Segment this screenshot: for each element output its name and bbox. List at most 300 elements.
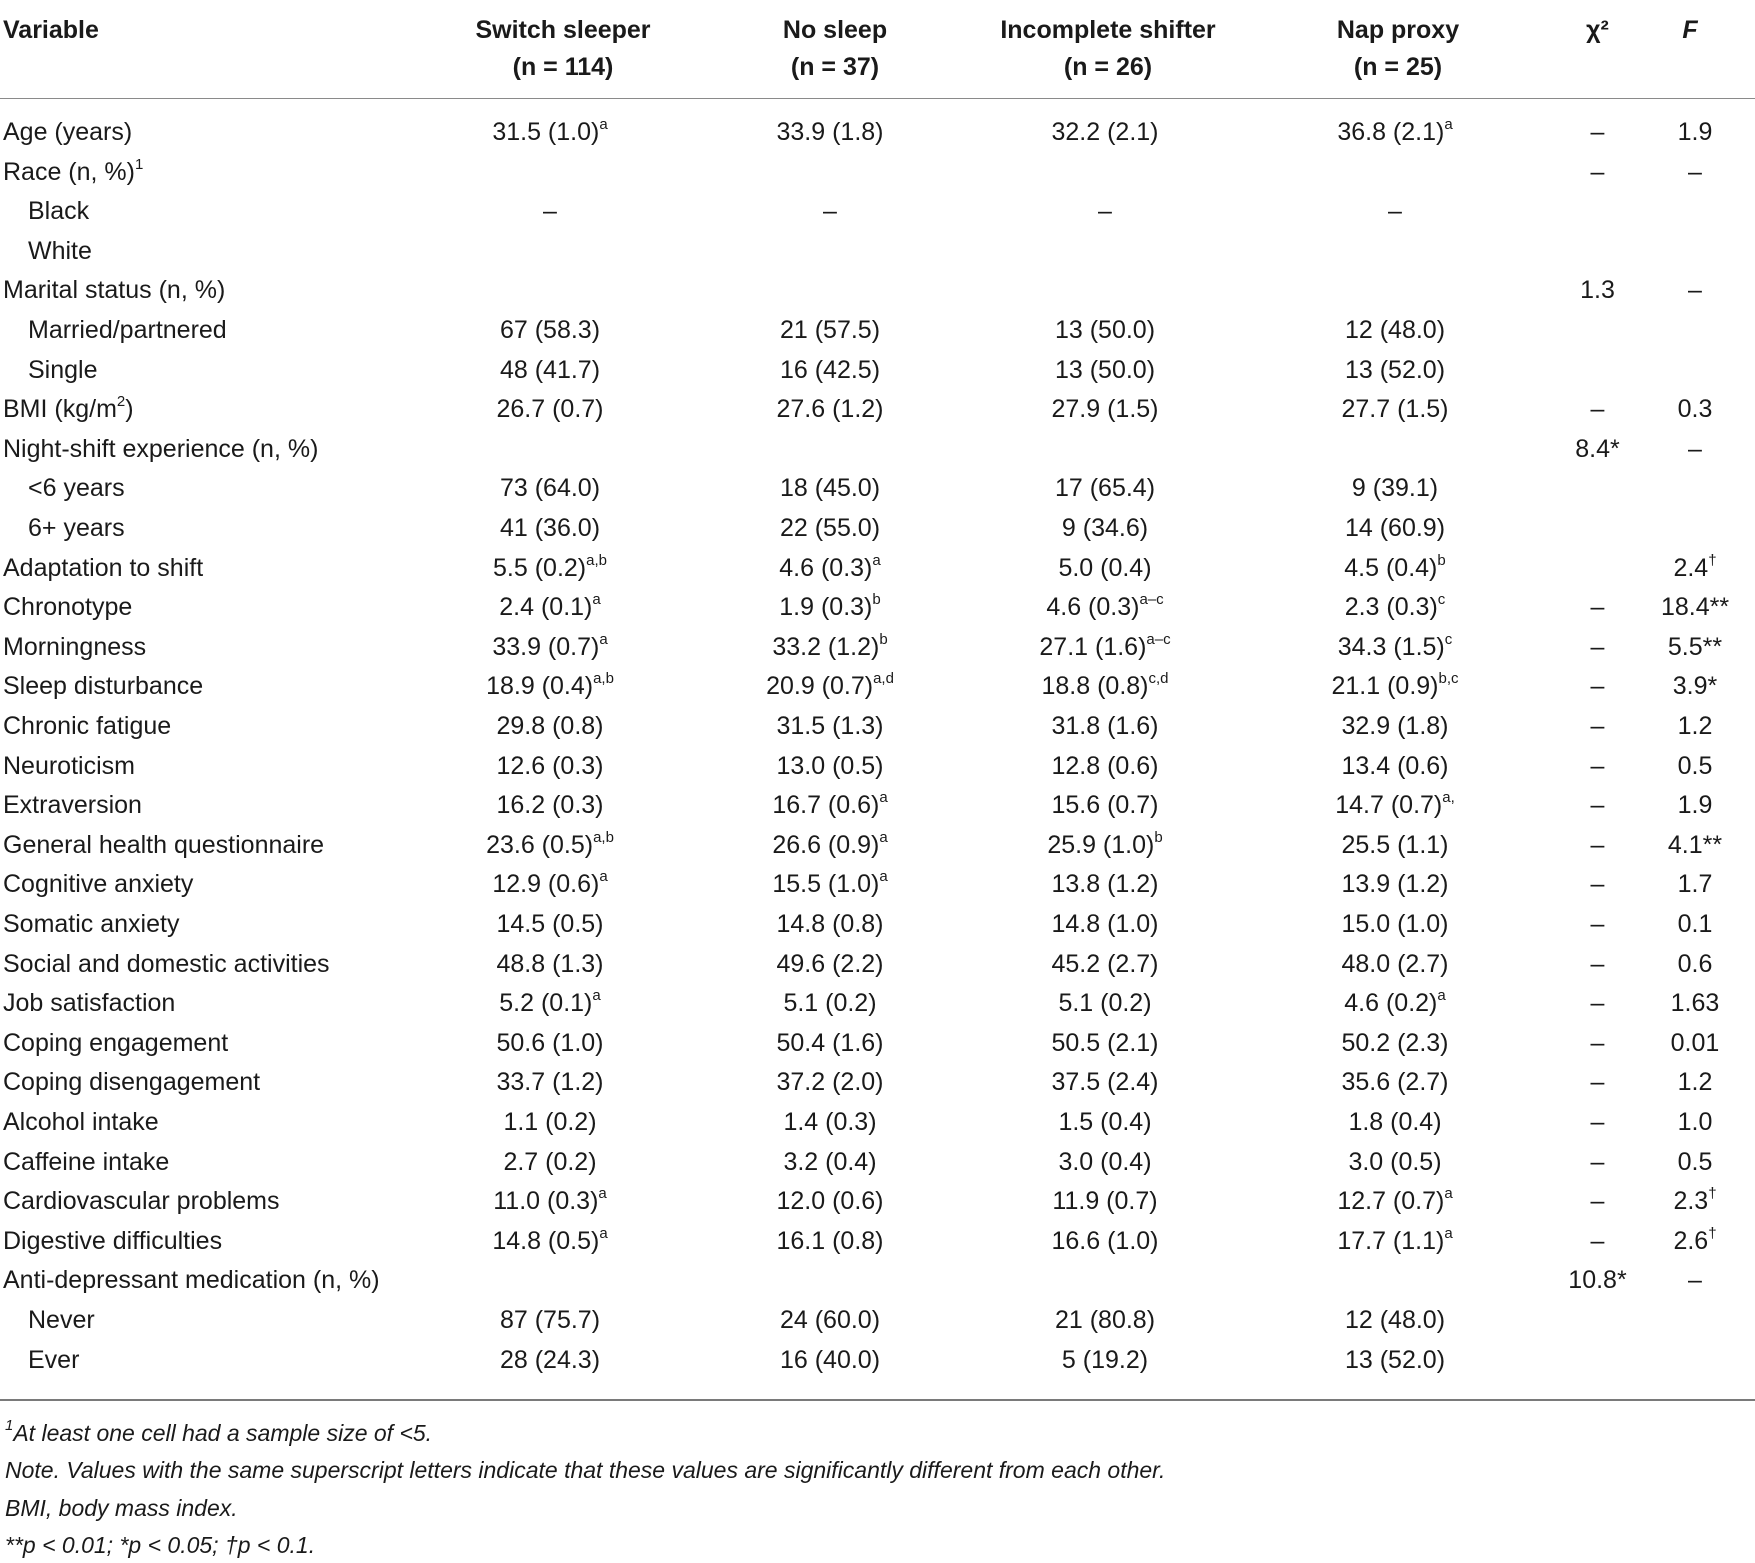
row-label-text: Marital status (n, %) [3, 276, 226, 305]
cell-no-sleep [680, 1181, 980, 1221]
cell-switch-sleeper [400, 1062, 700, 1102]
row-label-text: Alcohol intake [3, 1108, 159, 1136]
cell-switch-sleeper [400, 706, 700, 746]
table-row [0, 706, 1755, 746]
cell-nap-proxy [1245, 231, 1545, 271]
footnote [5, 1530, 315, 1560]
row-label [28, 1300, 95, 1340]
cell-switch-sleeper [400, 112, 700, 152]
cell-incomplete-shifter-superscript: c,d [1148, 670, 1169, 688]
row-label [3, 627, 146, 667]
cell-chi-square [1550, 1102, 1645, 1142]
cell-no-sleep-value: 16.7 (0.6) [772, 791, 880, 820]
cell-f [1655, 1023, 1735, 1063]
table-row [0, 864, 1755, 904]
cell-switch-sleeper [400, 468, 700, 508]
cell-no-sleep [680, 191, 980, 231]
row-label-text: General health questionnaire [3, 830, 325, 859]
table-row [0, 904, 1755, 944]
cell-switch-sleeper [400, 864, 700, 904]
cell-no-sleep-value: 12.0 (0.6) [776, 1187, 884, 1216]
cell-chi-square [1550, 666, 1645, 706]
row-label [3, 152, 143, 192]
cell-no-sleep-superscript: a,d [873, 670, 894, 688]
cell-nap-proxy-value: 1.8 (0.4) [1348, 1108, 1442, 1136]
cell-no-sleep [680, 350, 980, 390]
cell-incomplete-shifter [955, 112, 1255, 152]
cell-switch-sleeper-value: 18.9 (0.4) [486, 672, 594, 701]
cell-chi-square [1550, 429, 1645, 469]
cell-nap-proxy-superscript: a [1444, 116, 1453, 133]
cell-f-value: 0.6 [1677, 949, 1713, 978]
row-label-text: Adaptation to shift [3, 553, 204, 582]
cell-chi-square-value: – [1590, 751, 1605, 780]
cell-chi-square [1550, 825, 1645, 865]
row-label [3, 825, 324, 865]
row-label [3, 112, 132, 152]
cell-no-sleep-value: 33.2 (1.2) [772, 632, 880, 661]
cell-f-value: 1.2 [1677, 712, 1713, 740]
cell-incomplete-shifter [955, 231, 1255, 271]
cell-chi-square [1550, 904, 1645, 944]
cell-incomplete-shifter [955, 1221, 1255, 1261]
cell-incomplete-shifter [955, 468, 1255, 508]
header-nap-proxy [1248, 12, 1548, 86]
cell-switch-sleeper [400, 746, 700, 786]
cell-f [1655, 310, 1735, 350]
cell-f [1655, 746, 1735, 786]
cell-switch-sleeper-value: 29.8 (0.8) [496, 712, 604, 740]
cell-switch-sleeper [400, 1142, 700, 1182]
cell-f [1655, 1221, 1735, 1261]
cell-switch-sleeper-value: 12.6 (0.3) [496, 751, 604, 780]
cell-incomplete-shifter-value: 4.6 (0.3) [1046, 593, 1140, 622]
cell-no-sleep-value: 31.5 (1.3) [776, 712, 884, 740]
cell-nap-proxy [1245, 191, 1545, 231]
cell-nap-proxy-value: 27.7 (1.5) [1341, 395, 1449, 424]
cell-no-sleep-superscript: b [872, 591, 881, 609]
header-incomplete-shifter-n: (n = 26) [1063, 53, 1153, 81]
cell-incomplete-shifter-value: 5 (19.2) [1061, 1345, 1149, 1374]
cell-nap-proxy-superscript: a [1444, 1224, 1453, 1242]
row-label-superscript: 2 [116, 393, 126, 411]
cell-nap-proxy-superscript: b,c [1438, 670, 1459, 688]
row-label [3, 706, 171, 746]
cell-chi-square [1550, 1142, 1645, 1182]
cell-f-superscript: † [1708, 1185, 1717, 1203]
cell-incomplete-shifter-value: – [1098, 197, 1112, 226]
cell-chi-square [1550, 864, 1645, 904]
cell-chi-square [1550, 785, 1645, 825]
cell-nap-proxy [1245, 1062, 1545, 1102]
cell-f-value: – [1688, 157, 1702, 186]
cell-f [1655, 1142, 1735, 1182]
cell-no-sleep [680, 112, 980, 152]
cell-chi-square-value: – [1590, 910, 1605, 938]
row-label-text: Coping disengagement [3, 1068, 261, 1097]
cell-switch-sleeper-superscript: a [598, 1185, 607, 1203]
cell-no-sleep [680, 666, 980, 706]
cell-incomplete-shifter-value: 50.5 (2.1) [1051, 1028, 1159, 1057]
cell-switch-sleeper-superscript: a [599, 1224, 608, 1242]
cell-nap-proxy-value: 21.1 (0.9) [1331, 672, 1439, 701]
cell-switch-sleeper [400, 191, 700, 231]
cell-chi-square-value: – [1590, 632, 1605, 661]
cell-f [1655, 270, 1735, 310]
cell-no-sleep [680, 548, 980, 588]
cell-nap-proxy [1245, 1340, 1545, 1380]
row-label-text: Age (years) [3, 118, 133, 146]
row-label [3, 904, 179, 944]
row-label-text: Neuroticism [3, 751, 135, 780]
cell-f-superscript: † [1708, 1224, 1717, 1242]
cell-switch-sleeper [400, 983, 700, 1023]
cell-incomplete-shifter-superscript: a–c [1139, 591, 1164, 609]
cell-f [1655, 627, 1735, 667]
cell-chi-square [1550, 627, 1645, 667]
cell-switch-sleeper-superscript: a,b [593, 670, 614, 688]
row-label [3, 270, 225, 310]
cell-incomplete-shifter [955, 746, 1255, 786]
row-label-suffix: ) [125, 395, 134, 424]
row-label-text: Coping engagement [3, 1028, 229, 1057]
cell-incomplete-shifter-value: 5.1 (0.2) [1058, 989, 1152, 1018]
cell-incomplete-shifter [955, 706, 1255, 746]
cell-f-value: 0.3 [1677, 395, 1713, 424]
cell-incomplete-shifter [955, 1260, 1255, 1300]
row-label-text: Anti-depressant medication (n, %) [3, 1266, 380, 1295]
cell-no-sleep [680, 508, 980, 548]
cell-no-sleep-value: 3.2 (0.4) [783, 1147, 877, 1176]
cell-incomplete-shifter-value: 37.5 (2.4) [1051, 1068, 1159, 1097]
cell-f-value: 1.2 [1677, 1068, 1713, 1097]
cell-no-sleep-value: 4.6 (0.3) [779, 553, 873, 582]
table-row [0, 1062, 1755, 1102]
cell-chi-square-value: – [1590, 395, 1605, 424]
cell-nap-proxy-value: 35.6 (2.7) [1341, 1068, 1449, 1097]
cell-chi-square-value: – [1590, 712, 1605, 740]
cell-chi-square-value: – [1590, 1147, 1605, 1176]
cell-incomplete-shifter-value: 13.8 (1.2) [1051, 870, 1159, 899]
cell-switch-sleeper [400, 508, 700, 548]
cell-no-sleep-value: 20.9 (0.7) [766, 672, 874, 701]
table-row [0, 1102, 1755, 1142]
cell-chi-square [1550, 1062, 1645, 1102]
row-label [28, 1340, 79, 1380]
table-row [0, 944, 1755, 984]
cell-nap-proxy-value: 34.3 (1.5) [1337, 632, 1445, 661]
cell-switch-sleeper-superscript: a [599, 630, 608, 648]
table-row [0, 825, 1755, 865]
cell-chi-square [1550, 389, 1645, 429]
table-row [0, 587, 1755, 627]
cell-f-value: 5.5** [1667, 632, 1723, 661]
cell-f-superscript: † [1708, 551, 1717, 569]
cell-incomplete-shifter-value: 31.8 (1.6) [1051, 712, 1159, 740]
cell-f [1655, 666, 1735, 706]
cell-incomplete-shifter-value: 17 (65.4) [1054, 474, 1156, 503]
cell-switch-sleeper-value: 1.1 (0.2) [503, 1108, 597, 1136]
cell-switch-sleeper [400, 152, 700, 192]
cell-no-sleep [680, 1062, 980, 1102]
cell-incomplete-shifter [955, 1340, 1255, 1380]
cell-no-sleep [680, 587, 980, 627]
cell-f-value: 1.9 [1677, 791, 1713, 820]
footnote-text: At least one cell had a sample size of <5. [13, 1420, 433, 1446]
row-label-text: Job satisfaction [3, 989, 176, 1018]
cell-no-sleep-superscript: a [872, 551, 881, 569]
header-switch-sleeper-n: (n = 114) [512, 53, 614, 81]
cell-incomplete-shifter-value: 27.1 (1.6) [1039, 632, 1147, 661]
cell-f-value: 1.7 [1677, 870, 1713, 899]
table-row [0, 231, 1755, 271]
table-row [0, 112, 1755, 152]
table-row [0, 1023, 1755, 1063]
header-chi-square [1550, 12, 1645, 49]
row-label-text: Never [28, 1306, 95, 1334]
cell-switch-sleeper-value: 2.4 (0.1) [499, 593, 593, 622]
row-label-text: Chronotype [3, 593, 133, 622]
cell-no-sleep [680, 983, 980, 1023]
row-label-text: Cognitive anxiety [3, 870, 194, 899]
row-label [3, 983, 175, 1023]
cell-nap-proxy-superscript: c [1444, 630, 1453, 648]
cell-nap-proxy-value: 14 (60.9) [1344, 514, 1446, 542]
table-row [0, 1300, 1755, 1340]
cell-nap-proxy-value: 4.5 (0.4) [1344, 553, 1438, 582]
row-label-text: <6 years [28, 474, 125, 503]
table-row [0, 1142, 1755, 1182]
cell-chi-square [1550, 548, 1645, 588]
cell-nap-proxy-value: 12 (48.0) [1344, 1306, 1446, 1334]
cell-nap-proxy-value: 50.2 (2.3) [1341, 1028, 1449, 1057]
cell-switch-sleeper [400, 270, 700, 310]
cell-f [1655, 1340, 1735, 1380]
cell-switch-sleeper [400, 1260, 700, 1300]
cell-incomplete-shifter-value: 13 (50.0) [1054, 316, 1156, 344]
row-label [28, 191, 89, 231]
table-row [0, 1181, 1755, 1221]
cell-chi-square [1550, 468, 1645, 508]
row-label [3, 944, 330, 984]
cell-switch-sleeper [400, 350, 700, 390]
cell-chi-square [1550, 1300, 1645, 1340]
cell-f-value: 4.1** [1667, 830, 1723, 859]
cell-nap-proxy [1245, 587, 1545, 627]
cell-chi-square-value: – [1590, 1108, 1605, 1136]
cell-switch-sleeper [400, 825, 700, 865]
cell-incomplete-shifter [955, 1142, 1255, 1182]
cell-nap-proxy [1245, 785, 1545, 825]
cell-incomplete-shifter [955, 864, 1255, 904]
cell-switch-sleeper-value: 23.6 (0.5) [486, 830, 594, 859]
cell-switch-sleeper [400, 231, 700, 271]
row-label-text: Morningness [3, 632, 147, 661]
cell-nap-proxy-superscript: a [1437, 987, 1446, 1005]
cell-chi-square-value: – [1590, 1187, 1605, 1216]
cell-nap-proxy-value: 13.9 (1.2) [1341, 870, 1449, 899]
table-row [0, 468, 1755, 508]
row-label-text: Night-shift experience (n, %) [3, 434, 319, 463]
cell-switch-sleeper-value: 5.5 (0.2) [493, 553, 587, 582]
row-label-text: Chronic fatigue [3, 712, 172, 740]
cell-nap-proxy-value: 4.6 (0.2) [1344, 989, 1438, 1018]
row-label [3, 1260, 380, 1300]
table-row [0, 270, 1755, 310]
cell-switch-sleeper [400, 1300, 700, 1340]
cell-no-sleep-value: 22 (55.0) [779, 514, 881, 542]
cell-incomplete-shifter [955, 587, 1255, 627]
cell-chi-square [1550, 508, 1645, 548]
cell-no-sleep-value: 24 (60.0) [779, 1306, 881, 1334]
row-label [3, 389, 134, 429]
cell-no-sleep [680, 627, 980, 667]
cell-incomplete-shifter [955, 785, 1255, 825]
row-label-text: Black [28, 197, 90, 226]
cell-nap-proxy-value: 48.0 (2.7) [1341, 949, 1449, 978]
cell-incomplete-shifter [955, 270, 1255, 310]
cell-incomplete-shifter [955, 825, 1255, 865]
cell-switch-sleeper-value: 87 (75.7) [499, 1306, 601, 1334]
cell-no-sleep [680, 429, 980, 469]
cell-f [1655, 904, 1735, 944]
cell-chi-square [1550, 1221, 1645, 1261]
cell-incomplete-shifter [955, 1300, 1255, 1340]
cell-f [1655, 1102, 1735, 1142]
cell-no-sleep-value: 37.2 (2.0) [776, 1068, 884, 1097]
cell-f [1655, 587, 1735, 627]
cell-nap-proxy [1245, 1260, 1545, 1300]
row-label [3, 587, 132, 627]
cell-f [1655, 1181, 1735, 1221]
cell-incomplete-shifter [955, 350, 1255, 390]
row-label [3, 785, 142, 825]
cell-chi-square [1550, 112, 1645, 152]
cell-no-sleep-value: 16 (40.0) [779, 1345, 881, 1374]
table-row [0, 1221, 1755, 1261]
cell-no-sleep-value: 14.8 (0.8) [776, 910, 884, 938]
cell-incomplete-shifter [955, 944, 1255, 984]
cell-no-sleep-superscript: a [879, 828, 888, 846]
cell-incomplete-shifter-value: 12.8 (0.6) [1051, 751, 1159, 780]
cell-incomplete-shifter [955, 983, 1255, 1023]
cell-no-sleep [680, 468, 980, 508]
header-variable-label: Variable [3, 16, 99, 44]
cell-f [1655, 191, 1735, 231]
cell-chi-square [1550, 350, 1645, 390]
cell-incomplete-shifter-value: 5.0 (0.4) [1058, 553, 1152, 582]
cell-switch-sleeper [400, 1102, 700, 1142]
cell-incomplete-shifter [955, 1181, 1255, 1221]
cell-no-sleep [680, 746, 980, 786]
cell-chi-square-value: – [1590, 870, 1605, 899]
cell-incomplete-shifter [955, 429, 1255, 469]
cell-f-value: 2.6 [1673, 1226, 1709, 1255]
cell-f-value: 18.4** [1660, 593, 1730, 622]
table-row [0, 350, 1755, 390]
table-row [0, 666, 1755, 706]
cell-chi-square [1550, 746, 1645, 786]
cell-no-sleep [680, 270, 980, 310]
cell-no-sleep-value: 27.6 (1.2) [776, 395, 884, 424]
cell-f [1655, 944, 1735, 984]
row-label [3, 548, 203, 588]
cell-nap-proxy-value: 3.0 (0.5) [1348, 1147, 1442, 1176]
header-incomplete-shifter-label: Incomplete shifter [1000, 16, 1216, 44]
cell-f-value: 0.5 [1677, 751, 1713, 780]
header-f-label: F [1682, 16, 1698, 44]
cell-nap-proxy [1245, 1300, 1545, 1340]
cell-switch-sleeper-value: 11.0 (0.3) [493, 1187, 599, 1216]
cell-chi-square [1550, 983, 1645, 1023]
cell-no-sleep-value: 1.4 (0.3) [783, 1108, 877, 1136]
cell-switch-sleeper [400, 429, 700, 469]
cell-nap-proxy-value: 13 (52.0) [1344, 355, 1446, 384]
cell-incomplete-shifter-value: 27.9 (1.5) [1051, 395, 1159, 424]
cell-incomplete-shifter [955, 310, 1255, 350]
cell-incomplete-shifter [955, 627, 1255, 667]
cell-f [1655, 468, 1735, 508]
cell-nap-proxy-superscript: c [1437, 591, 1446, 609]
cell-nap-proxy [1245, 1142, 1545, 1182]
cell-nap-proxy-value: 14.7 (0.7) [1335, 791, 1443, 820]
cell-nap-proxy-value: 13.4 (0.6) [1341, 751, 1449, 780]
cell-no-sleep [680, 825, 980, 865]
header-rule [0, 98, 1755, 99]
row-label-text: White [28, 236, 92, 265]
cell-f-value: 0.1 [1677, 910, 1713, 938]
cell-nap-proxy [1245, 666, 1545, 706]
row-label-text: Extraversion [3, 791, 142, 820]
row-label-text: Race (n, %) [3, 157, 135, 186]
cell-no-sleep-value: 16.1 (0.8) [776, 1226, 884, 1255]
cell-switch-sleeper-value: 48.8 (1.3) [496, 949, 604, 978]
cell-nap-proxy [1245, 825, 1545, 865]
row-label-text: Married/partnered [28, 316, 227, 344]
cell-nap-proxy [1245, 904, 1545, 944]
cell-chi-square-value: – [1590, 1028, 1605, 1057]
cell-switch-sleeper-value: 2.7 (0.2) [503, 1147, 597, 1176]
table-row [0, 1260, 1755, 1300]
cell-f [1655, 429, 1735, 469]
cell-no-sleep-value: 33.9 (1.8) [776, 118, 884, 146]
cell-f-value: 2.3 [1673, 1187, 1709, 1216]
cell-incomplete-shifter-value: 13 (50.0) [1054, 355, 1156, 384]
row-label [3, 1221, 222, 1261]
cell-switch-sleeper [400, 944, 700, 984]
cell-nap-proxy [1245, 429, 1545, 469]
cell-f-value: 0.01 [1670, 1028, 1720, 1057]
cell-f [1655, 706, 1735, 746]
cell-no-sleep-value: – [823, 197, 837, 226]
cell-switch-sleeper-value: 31.5 (1.0) [492, 118, 600, 146]
header-no-sleep [685, 12, 985, 86]
cell-nap-proxy [1245, 548, 1545, 588]
cell-f [1655, 983, 1735, 1023]
cell-f-value: 3.9* [1672, 672, 1718, 701]
cell-nap-proxy-value: 12 (48.0) [1344, 316, 1446, 344]
cell-no-sleep-value: 26.6 (0.9) [772, 830, 880, 859]
cell-f-value: 1.63 [1670, 989, 1720, 1018]
cell-no-sleep [680, 864, 980, 904]
cell-switch-sleeper-value: 33.7 (1.2) [496, 1068, 604, 1097]
row-label [3, 666, 203, 706]
cell-chi-square-value: – [1590, 791, 1605, 820]
cell-no-sleep-value: 49.6 (2.2) [776, 949, 884, 978]
row-label [3, 1023, 228, 1063]
cell-no-sleep [680, 1023, 980, 1063]
cell-chi-square-value: – [1590, 830, 1605, 859]
